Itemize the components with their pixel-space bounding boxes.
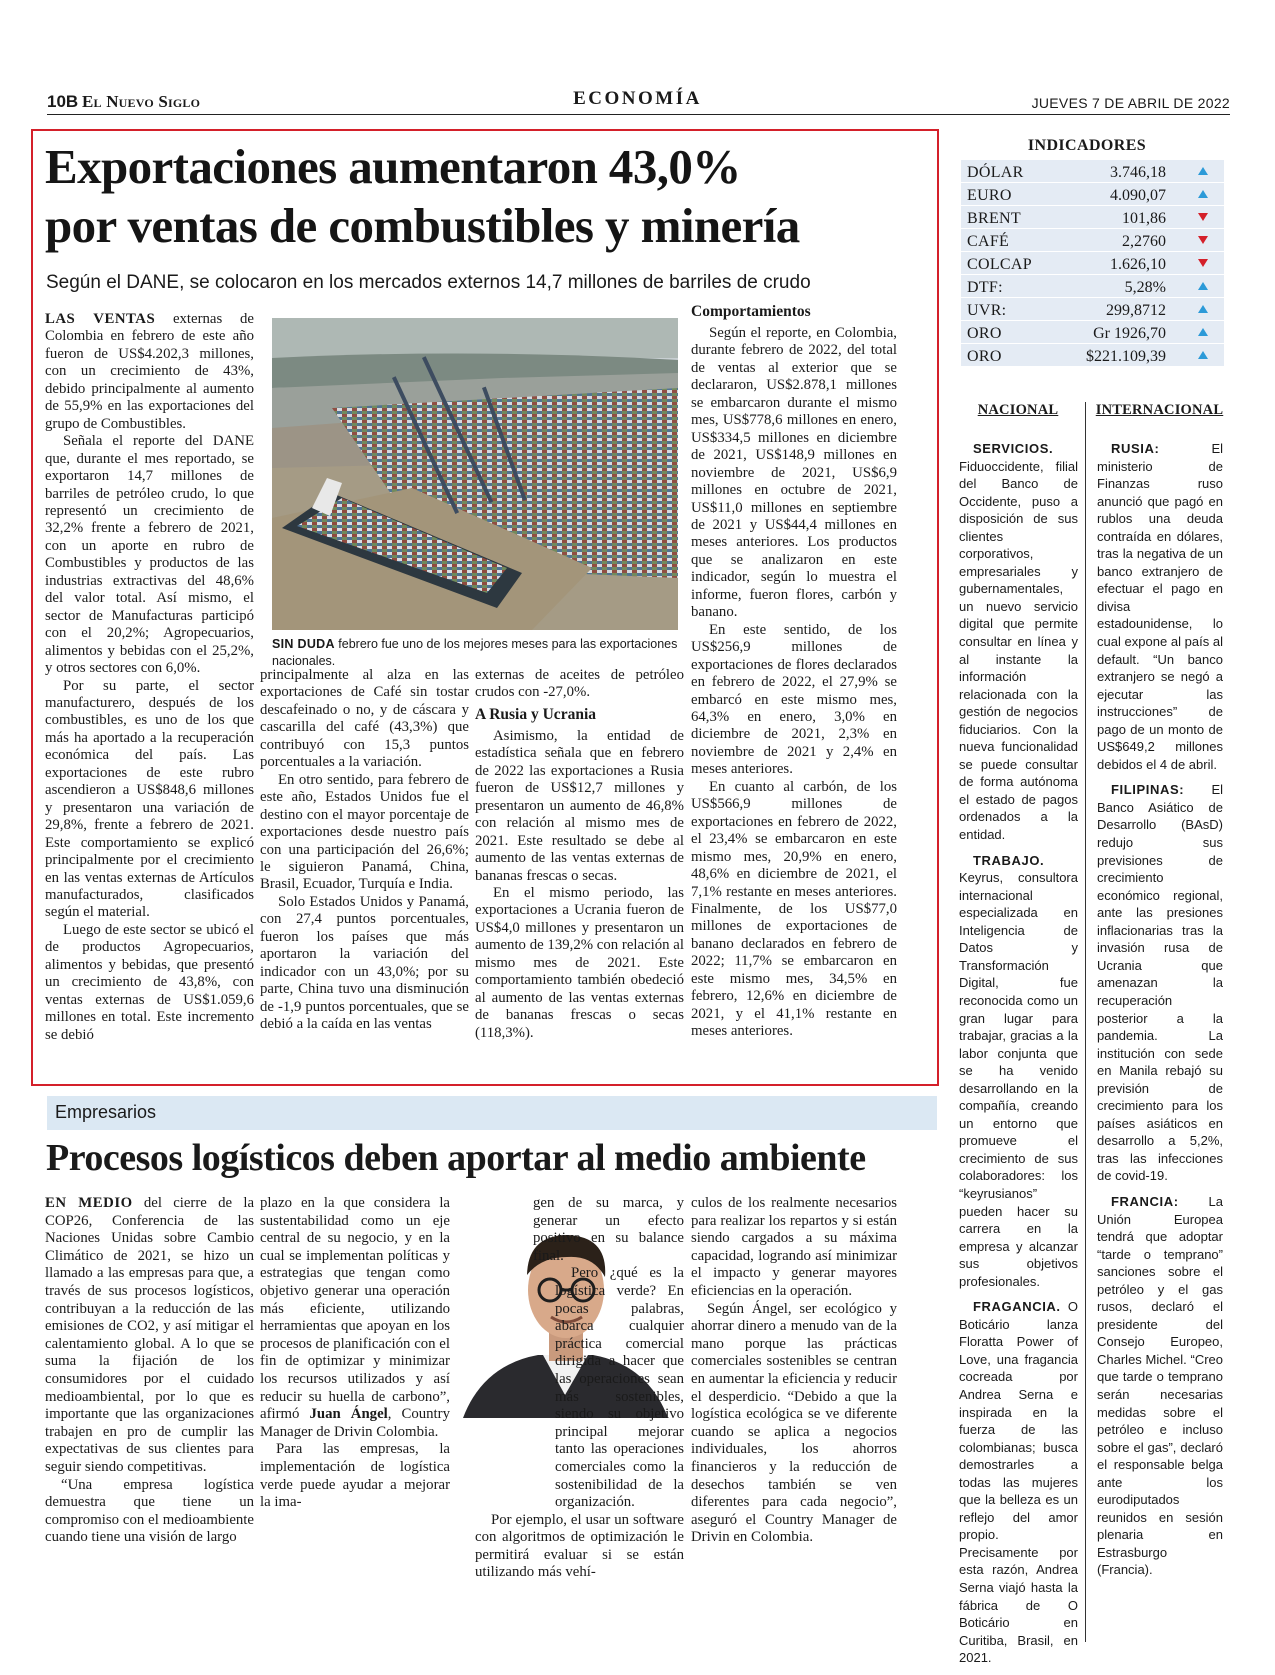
photo-caption [272,636,692,670]
indicator-name: BRENT [967,210,1021,227]
indicator-value: 5,28% [1124,279,1166,296]
brief-keyword: FRANCIA: [1111,1193,1179,1209]
paragraph: plazo en la que considera la sustentabilidad como un eje central de su negocio, y en la cual se implementan políticas y estrategias que tengan como objetivo generar una operación más eficiente, utilizando herramientas que apoyan en los procesos de planificación con el fin de optimizar y minimizar los recursos utilizados y así reducir su huella de carbono”, afirmó [260,1195,450,1423]
indicator-value: 4.090,07 [1110,187,1166,204]
paragraph: Por ejemplo, el usar un software con algoritmos de optimización le permitirá evaluar si se están utilizando más vehí- [475,1511,684,1581]
article-column-1 [45,311,254,1044]
paragraph: Según el reporte, en Colombia, durante febrero de 2022, del total de ventas al exterior que se declararon, US$2.878,1 millones se embarcaron durante el mismo mes, US$778,6 millones en enero, US$334,5 millones en diciembre de 2021, US$148,9 millones en noviembre de 2021, US$6,9 millones en octubre de 2021, US$11,0 millones en septiembre de 2021 y US$44,4 millones en meses anteriores. Los productos que se analizaron en este indicador, según lo muestra el informe, fueron flores, carbón y banano. [691,325,897,621]
issue-date: JUEVES 7 DE ABRIL DE 2022 [1031,95,1230,111]
indicator-value: 1.626,10 [1110,256,1166,273]
paragraph: Pero ¿qué es la logística verde? En pocas palabras, abarca cualquier práctica comercial dirigida a hacer que las operaciones sean más sostenibles, siendo su objetivo principal mejorar tanto las operaciones comerciales como la sostenibilidad de la organización. [555,1265,684,1511]
section-title: ECONOMÍA [573,88,702,109]
caption-text: febrero fue uno de los mejores meses para las exportaciones nacionales. [272,637,678,668]
publication-name: El Nuevo Siglo [82,92,201,111]
brief-keyword: TRABAJO. [973,852,1045,868]
indicator-value: 101,86 [1122,210,1166,227]
paragraph: En otro sentido, para febrero de este año, Estados Unidos fue el destino con el mayor porcentaje de exportaciones desde nuestro país con una participación del 26,6%; le siguieron Panamá, China, Brasil, Ecuador, Turquía e India. [260,771,469,893]
article-column-3 [475,667,684,1042]
indicator-name: DÓLAR [967,164,1024,181]
second-column-3 [475,1195,684,1582]
indicator-value: 2,2760 [1122,233,1166,250]
brief-text: La Unión Europea tendrá que adoptar “tarde o temprano” sanciones sobre el petróleo y el gas rusos, declaró el presidente del Consejo Europeo, Charles Michel. “Creo que tarde o temprano serán necesarias medidas sobre el petróleo e incluso sobre el gas”, declaró el responsable belga ante los eurodiputados reunidos en sesión plenaria en Estrasburgo (Francia). [1097,1193,1223,1578]
paragraph: culos de los realmente necesarios para realizar los repartos y si están siendo cargados a su máxima capacidad, logrando así minimizar el impacto y generar mayores eficiencias en la operación. [691,1195,897,1299]
headline-line-2: por ventas de combustibles y minería [45,198,800,253]
indicator-value: 3.746,18 [1110,164,1166,181]
page-number: 10B [47,92,79,111]
indicator-row [961,298,1224,320]
paragraph: Solo Estados Unidos y Panamá, con 27,4 puntos porcentuales, fueron los países que más aportaron la variación del indicador con un 43,0%; por su parte, China tuvo una disminución de -1,9 puntos porcentuales, que se debió a la caída en las ventas [260,893,469,1033]
brief-text: El ministerio de Finanzas ruso anunció que pagó en rublos una deuda contraída en dólares, tras la negativa de un banco extranjero de efectuar el pago en divisa estadounidense, lo cual expone al país al default. “Un banco extranjero se negó a ejecutar las instrucciones” de pago de un monto de US$649,2 millones debidos el 4 de abril. [1097,441,1223,772]
brief-keyword: RUSIA: [1111,441,1160,456]
indicator-row [961,275,1224,297]
nacional-heading: NACIONAL [977,402,1059,418]
paragraph: En cuanto al carbón, de los US$566,9 millones de exportaciones en febrero de 2022, el 23,4% se embarcaron en este mismo mes, 20,9% en enero, 48,6% en diciembre de 2021, el 7,1% restante en meses anteriores. Finalmente, de los US$77,0 millones de exportaciones de banano declarados en febrero de 2022; 11,7% se embarcaron en este mismo mes, 34,5% en febrero, 12,6% en diciembre de 2021, y el 41,1% restante en meses anteriores. [691,778,897,1040]
paragraph: externas de Colombia en febrero de este año fueron de US$4.202,3 millones, con un crecimiento de 43%, debido principalmente al aumento de 55,9% en las exportaciones del grupo de Combustibles. [45,311,254,432]
indicator-row [961,252,1224,274]
second-article-headline: Procesos logísticos deben aportar al medio ambiente [46,1137,866,1179]
indicator-value: 299,8712 [1106,302,1166,319]
arrow-up-icon [1198,167,1208,175]
arrow-down-icon [1198,236,1208,244]
article-column-2 [260,667,469,1034]
indicator-row [961,206,1224,228]
paragraph: En este sentido, de los US$256,9 millones de exportaciones de flores declarados en febrero de 2022, el 27,9% se embarcó en este mismo mes, 64,3% en enero, 3,0% en diciembre de 2021, 2,3% en noviembre de 2021 y 2,4% en meses anteriores. [691,621,897,778]
brief-text: Fiduoccidente, filial del Banco de Occidente, puso a disposición de sus clientes corporativos, empresariales y gubernamentales, un nuevo servicio digital que permite consultar en línea y al instante la información relacionada con la gestión de negocios fiduciarios. Con la nueva funcionalidad se puede consultar de forma autónoma el estado de pagos ordenados a la entidad. [959,458,1078,843]
arrow-up-icon [1198,305,1208,313]
lead-in: LAS VENTAS [45,311,156,327]
internacional-heading: INTERNACIONAL [1095,402,1224,418]
brief-item [959,440,1078,844]
brief-text: O Boticário lanza Floratta Power of Love, una fragancia cocreada por Andrea Serna e inspirada en la fuerza de las colombianas; busca demostrarles a todas las mujeres que la belleza es un reflejo del amor propio. Precisamente por esta razón, Andrea Serna viajó hasta la fábrica de O Boticário en Curitiba, Brasil, en 2021. [959,1299,1078,1666]
arrow-up-icon [1198,282,1208,290]
paragraph: Luego de este sector se ubicó el de productos Agropecuarios, alimentos y bebidas, que presentó un crecimiento de 43,8%, con ventas externas de US$1.059,6 millones en total. Este incremento se debió [45,921,254,1043]
article-column-4 [691,303,897,1041]
indicator-row [961,229,1224,251]
brief-text: El Banco Asiático de Desarrollo (BAsD) redujo sus previsiones de crecimiento económico regional, ante las presiones inflacionarias tras la invasión rusa de Ucrania que amenazan la recuperación posterior a la pandemia. La institución con sede en Manila rebajó su previsión de crecimiento para los países asiáticos en desarrollo a 5,2%, tras las infecciones de covid-19. [1097,782,1223,1184]
section-bar-empresarios [47,1096,937,1130]
indicator-row [961,160,1224,182]
headline-line-1: Exportaciones aumentaron 43,0% [45,139,741,194]
paragraph: “Una empresa logística demuestra que tiene un compromiso con el medioambiente cuando tiene una visión de largo [45,1476,254,1546]
article-subheadline: Según el DANE, se colocaron en los mercados externos 14,7 millones de barriles de crudo [46,272,811,293]
indicator-name: EURO [967,187,1012,204]
indicator-name: ORO [967,325,1002,342]
second-column-2 [260,1195,450,1512]
indicator-name: CAFÉ [967,233,1010,250]
indicators-title: INDICADORES [1027,137,1147,154]
paragraph: Según Ángel, ser ecológico y ahorrar dinero a menudo van de la mano porque las prácticas comerciales sostenibles se centran en aumentar la eficiencia y reducir el desperdicio. “Debido a que la logística ecológica se ve diferente cuando se aplica a negocios individuales, los ahorros financieros y la reducción de desechos también se ven diferentes para cada negocio”, aseguró el Country Manager de Drivin en Colombia. [691,1300,897,1546]
indicator-name: COLCAP [967,256,1032,273]
paragraph: Para las empresas, la implementación de logística verde puede ayudar a mejorar la ima- [260,1441,450,1511]
subsection-heading: A Rusia y Ucrania [475,705,596,723]
indicator-value: $221.109,39 [1086,348,1166,365]
paragraph: Señala el reporte del DANE que, durante el mes reportado, se exportaron 14,7 millones de barriles de petróleo crudo, lo que representó un crecimiento de 32,2% frente a febrero de 2021, con un aporte en rubro de Combustibles y productos de las industrias extractivas del 48,6% del valor total. Así mismo, el sector de Manufacturas participó con el 20,2%; Agropecuarios, alimentos y bebidas con el 25,2%, y otros sectores con 6,0%. [45,433,254,677]
indicator-name: ORO [967,348,1002,365]
indicator-name: UVR: [967,302,1007,319]
lead-in: EN MEDIO [45,1195,133,1211]
quoted-person: Juan Ángel [309,1406,388,1423]
second-column-1 [45,1195,254,1547]
brief-item [1097,1193,1223,1579]
brief-item [1097,781,1223,1185]
article-headline [45,137,935,255]
arrow-up-icon [1198,351,1208,359]
indicator-name: DTF: [967,279,1003,296]
second-column-4 [691,1195,897,1547]
port-container-ship-photo [272,318,678,630]
column-divider [1085,402,1086,1642]
indicator-row [961,344,1224,366]
arrow-up-icon [1198,190,1208,198]
header-rule [47,114,1230,115]
brief-item [1097,440,1223,773]
paragraph: del cierre de la COP26, Conferencia de las Naciones Unidas sobre Cambio Climático de 2021, se hizo un llamado a las empresas para que, a través de sus procesos logísticos, contribuyan a la reducción de las emisiones de CO2, y así mitigar el calentamiento global. A lo que se suma la fijación de los consumidores por el cuidado medioambiental, por lo que es importante que las organizaciones trabajen en pro de cumplir las expectativas de sus clientes para seguir siendo competitivas. [45,1195,255,1475]
paragraph: externas de aceites de petróleo crudos con -27,0%. [475,667,684,701]
internacional-briefs [1097,440,1223,1587]
indicator-row [961,321,1224,343]
brief-item [959,1298,1078,1666]
subsection-heading: Comportamientos [691,303,811,320]
paragraph-end: , Country Manager de Drivin Colombia. [260,1406,450,1440]
caption-lead: SIN DUDA [272,637,335,651]
nacional-briefs [959,440,1078,1675]
paragraph: Por su parte, el sector manufacturero, después de los combustibles, es uno de los que más ha aportado a la recuperación económica del país. Las exportaciones de este rubro ascendieron a US$848,6 millones y presentaron una variación de 29,8%, frente a febrero de 2021. Este comportamiento se explicó principalmente por el crecimiento en las ventas externas de Artículos manufacturados, clasificados según el material. [45,677,254,921]
brief-keyword: FILIPINAS: [1111,782,1185,798]
paragraph: En el mismo periodo, las exportaciones a Ucrania fueron de US$4,0 millones y presentaron un aumento de 139,2% con relación al mismo mes de 2021. Este comportamiento también obedeció al aumento de las ventas externas de bananas frescas o secas (118,3%). [475,884,684,1041]
arrow-down-icon [1198,259,1208,267]
arrow-down-icon [1198,213,1208,221]
section-bar-label: Empresarios [55,1102,157,1122]
paragraph: Asimismo, la entidad de estadística señala que en febrero de 2022 las exportaciones a Rusia fueron de US$12,7 millones y presentaron un aumento de 46,8% con relación al mismo mes de 2021. Este resultado se debe al aumento de las ventas externas de bananas frescas o secas. [475,727,684,884]
brief-item [959,852,1078,1291]
arrow-up-icon [1198,328,1208,336]
indicator-value: Gr 1926,70 [1093,325,1166,342]
paragraph: gen de su marca, y generar un efecto positivo en su balance final. [533,1195,684,1264]
brief-text: Keyrus, consultora internacional especializada en Inteligencia de Datos y Transformación Digital, fue reconocida como un gran lugar para trabajar, gracias a la labor conjunta que se ha venido desarrollando en la compañía, creando un entorno que promueve el crecimiento de sus colaboradores: los “keyrusianos” pueden hacer su carrera en la empresa y alcanzar sus objetivos profesionales. [959,870,1078,1289]
paragraph: principalmente al alza en las exportaciones de Café sin tostar descafeinado o no, y de cáscara y cascarilla del café (43,3%) que contribuyó con 15,3 puntos porcentuales a la variación. [260,667,469,771]
indicator-row [961,183,1224,205]
brief-keyword: SERVICIOS. [973,441,1054,456]
brief-keyword: FRAGANCIA. [973,1299,1061,1315]
